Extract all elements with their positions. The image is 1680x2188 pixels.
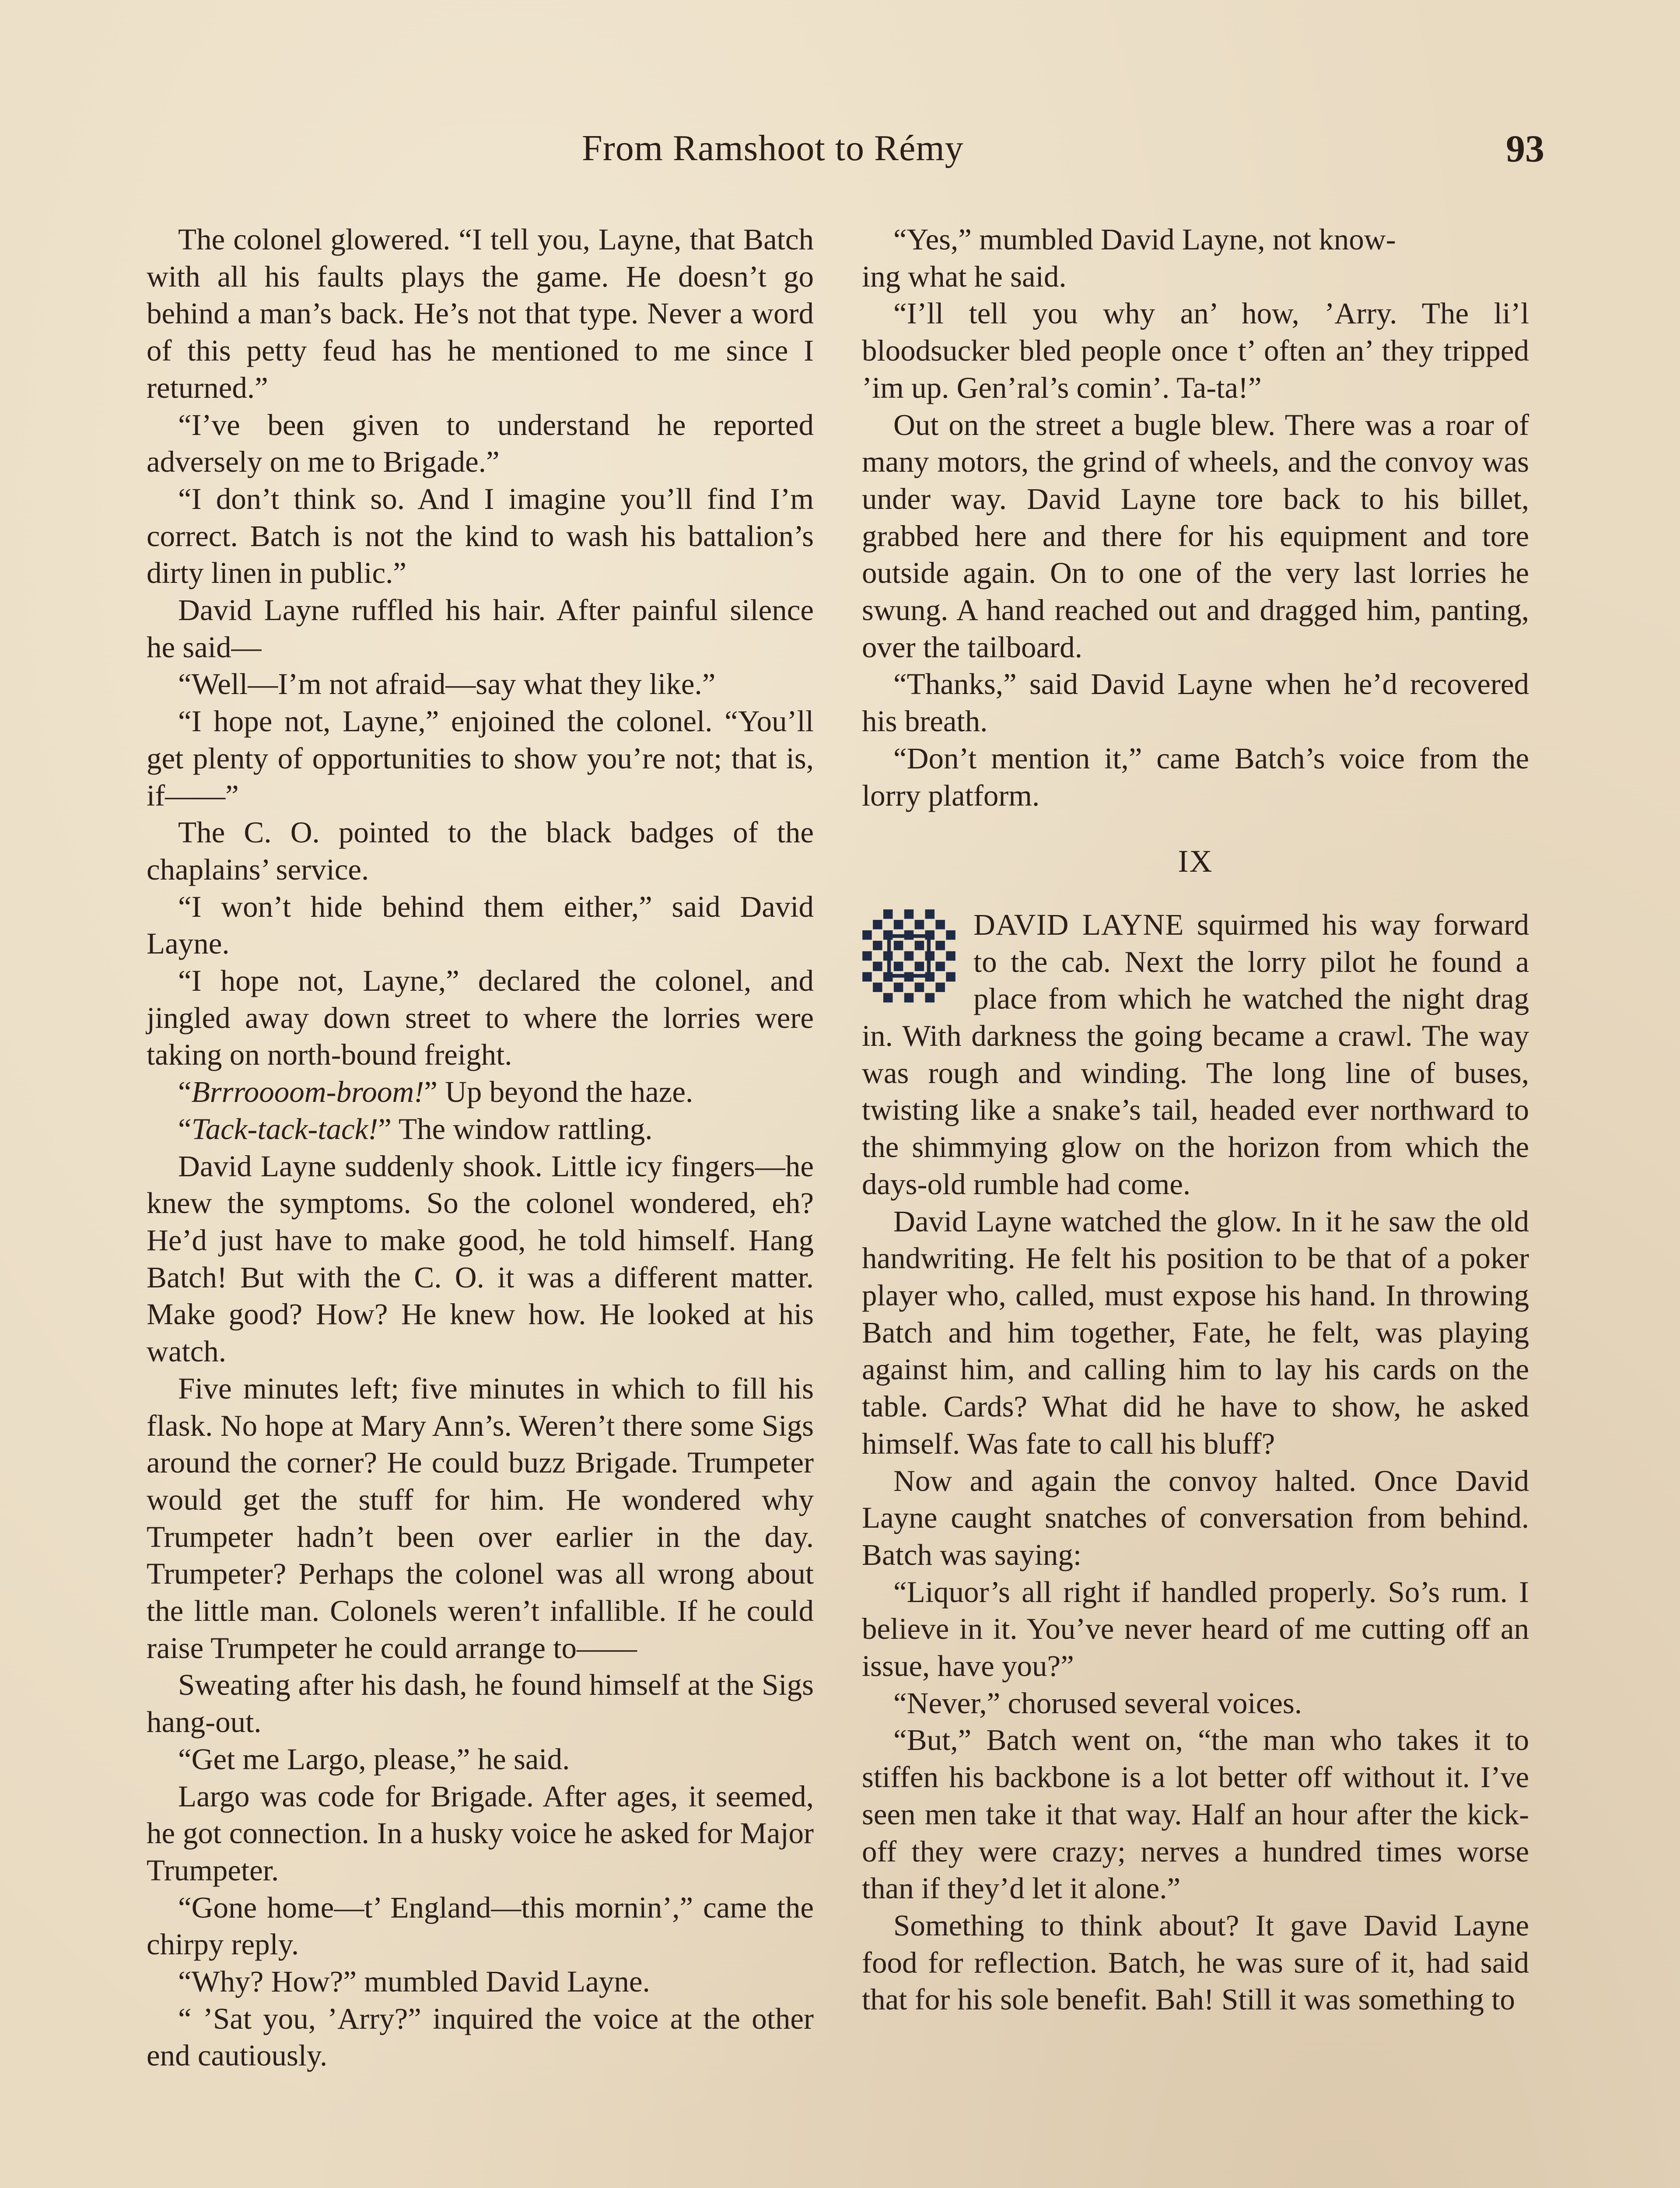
paragraph: Sweating after his dash, he found himself at the Sigs hang-out. xyxy=(147,1668,814,1739)
paragraph: Something to think about? It gave David Layne food for reflection. Batch, he was sure of it, had said that for his sole benefit. Bah! Still it was something to xyxy=(862,1908,1529,2016)
paragraph-rest: ” The window rattling. xyxy=(378,1112,653,1146)
right-column xyxy=(862,221,1529,2018)
paragraph: David Layne suddenly shook. Little icy fingers—he knew the symptoms. So the colonel wondered, eh? He’d just have to make good, he told himself. Hang Batch! But with the C. O. it was a different matter. Make good? How? He knew how. He looked at his watch. xyxy=(147,1149,814,1368)
paragraph: Out on the street a bugle blew. There was a roar of many motors, the grind of wheels, and the convoy was under way. David Layne tore back to his billet, grabbed here and there for his equipment and tore outside again. On to one of the very last lorries he swung. A hand reached out and dragged him, panting, over the tailboard. xyxy=(862,408,1529,664)
paragraph-rest: ” Up beyond the haze. xyxy=(424,1075,693,1109)
left-column xyxy=(147,221,814,2074)
paragraph: Now and again the convoy halted. Once David Layne caught snatches of conversation from behind. Batch was saying: xyxy=(862,1464,1529,1571)
running-title: From Ramshoot to Rémy xyxy=(582,128,964,168)
paragraph: “Don’t mention it,” came Batch’s voice from the lorry platform. xyxy=(862,741,1529,812)
paragraph: “Liquor’s all right if handled properly. So’s rum. I believe in it. You’ve never heard of me cutting off an issue, have you?” xyxy=(862,1575,1529,1683)
paragraph: “Tack-tack-tack!” The window rattling. xyxy=(178,1112,653,1146)
paragraph: “But,” Batch went on, “the man who takes it to stiffen his backbone is a lot better off without it. I’ve seen men take it that way. Half an hour after the kick-off they were crazy; nerves a hundred times worse than if they’d let it alone.” xyxy=(862,1723,1529,1905)
sound-effect: Tack-tack-tack! xyxy=(191,1112,378,1146)
paragraph: “Get me Largo, please,” he said. xyxy=(178,1742,570,1776)
paragraph: “Gone home—t’ England—this mornin’,” came the chirpy reply. xyxy=(147,1890,814,1961)
paragraph: “Why? How?” mumbled David Layne. xyxy=(178,1965,650,1999)
paragraph: The C. O. pointed to the black badges of the chaplains’ service. xyxy=(147,816,814,886)
opening-caps: DAVID LAYNE xyxy=(973,908,1184,941)
paragraph: “Brrroooom-broom!” Up beyond the haze. xyxy=(178,1075,693,1109)
paragraph: David Layne ruffled his hair. After painful silence he said— xyxy=(147,593,814,664)
paragraph: “Never,” chorused several voices. xyxy=(893,1686,1302,1720)
paragraph: “Thanks,” said David Layne when he’d recovered his breath. xyxy=(862,667,1529,738)
section-heading: IX xyxy=(1178,844,1213,879)
paragraph: Five minutes left; five minutes in which to fill his flask. No hope at Mary Ann’s. Weren’t there some Sigs around the corner? He could buzz Brigade. Trumpeter would get the stuff for him. He wondered why Trumpeter hadn’t been over earlier in the day. Trumpeter? Perhaps the colonel was all wrong about the little man. Colonels weren’t infallible. If he could raise Trumpeter he could arrange to—— xyxy=(147,1371,814,1665)
paragraph: “I don’t think so. And I imagine you’ll find I’m correct. Batch is not the kind to wash his battalion’s dirty linen in public.” xyxy=(147,482,814,590)
paragraph: “I’ve been given to understand he reported adversely on me to Brigade.” xyxy=(147,408,814,479)
paragraph: “Well—I’m not afraid—say what they like.” xyxy=(178,667,716,701)
page-number: 93 xyxy=(1506,128,1544,170)
section-opening-paragraph xyxy=(862,906,1529,1203)
paragraph-continuation: ing what he said. xyxy=(862,259,1067,293)
paragraph: “ ’Sat you, ’Arry?” inquired the voice at the other end cautiously. xyxy=(147,2002,814,2072)
paragraph: “I hope not, Layne,” enjoined the colonel. “You’ll get plenty of opportunities to show you’re not; that is, if——” xyxy=(147,705,814,812)
paragraph: David Layne watched the glow. In it he saw the old handwriting. He felt his position to be that of a poker player who, called, must expose his hand. In throwing Batch and him together, Fate, he felt, was playing against him, and calling him to lay his cards on the table. Cards? What did he have to show, he asked himself. Was fate to call his bluff? xyxy=(862,1204,1529,1460)
paragraph: “I hope not, Layne,” declared the colonel, and jingled away down street to where the lorries were taking on north-bound freight. xyxy=(147,964,814,1072)
paragraph: “I won’t hide behind them either,” said David Layne. xyxy=(147,890,814,961)
opening-rest: squirmed his way forward to the cab. Next the lorry pilot he found a place from which he watched the night drag in. With darkness the going became a crawl. The way was rough and winding. The long line of buses, twisting like a snake’s tail, headed ever northward to the shimmying glow on the horizon from which the days-old rumble had come. xyxy=(862,908,1529,1201)
paragraph: Largo was code for Brigade. After ages, it seemed, he got connection. In a husky voice he asked for Major Trumpeter. xyxy=(147,1779,814,1887)
ornamental-checkered-block-icon xyxy=(862,909,956,1003)
paragraph: “Yes,” mumbled David Layne, not know- xyxy=(893,223,1396,256)
paragraph: “I’ll tell you why an’ how, ’Arry. The li’l bloodsucker bled people once t’ often an’ they tripped ’im up. Gen’ral’s comin’. Ta-ta!” xyxy=(862,297,1529,404)
paragraph: The colonel glowered. “I tell you, Layne, that Batch with all his faults plays the game. He doesn’t go behind a man’s back. He’s not that type. Never a word of this petty feud has he mentioned to me since I returned.” xyxy=(147,223,814,404)
sound-effect: Brrroooom-broom! xyxy=(191,1075,424,1109)
